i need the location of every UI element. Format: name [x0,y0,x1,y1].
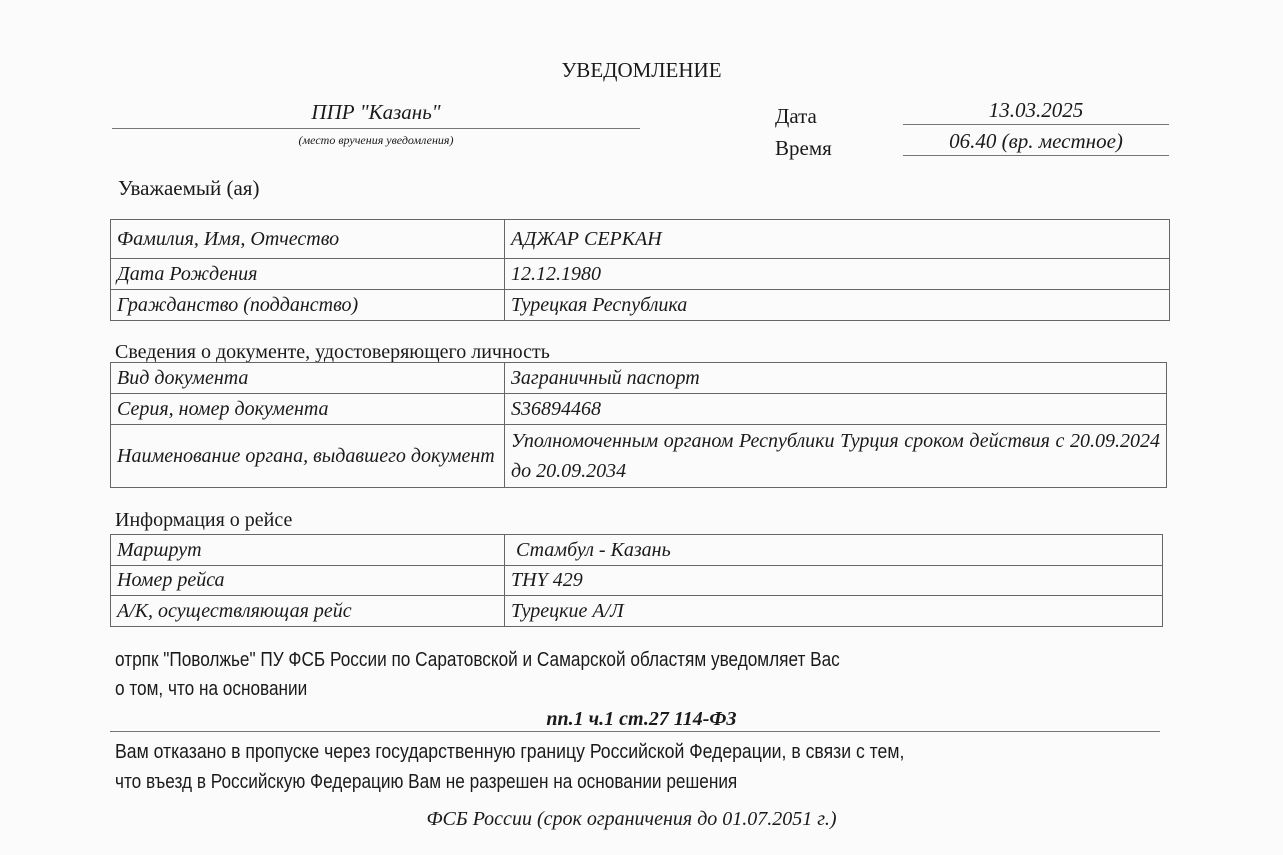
table-row [111,425,1167,488]
row-value: Уполномоченным органом Республики Турция сроком действия с 20.09.2024 до 20.09.2034 [505,425,1167,488]
row-label: Вид документа [111,363,505,394]
row-value: S36894468 [505,394,1167,425]
table-row [111,363,1167,394]
table-row [111,220,1170,259]
person-table [110,219,1170,321]
date-label: Дата [775,104,817,128]
row-value: THY 429 [505,566,1163,596]
row-label: Маршрут [111,535,505,566]
table-row [111,394,1167,425]
date-value: 13.03.2025 [988,98,1084,122]
body-line-2: о том, что на основании [115,678,308,700]
row-label: Фамилия, Имя, Отчество [111,220,505,259]
row-label: Серия, номер документа [111,394,505,425]
flight-heading: Информация о рейсе [115,509,293,531]
row-value: Турецкие А/Л [505,596,1163,627]
body-line-4: что въезд в Российскую Федерацию Вам не разрешен на основании решения [115,771,738,793]
greeting: Уважаемый (ая) [118,176,260,200]
row-label: Дата Рождения [111,259,505,290]
table-row [111,596,1163,627]
time-label: Время [775,136,832,160]
document-title: УВЕДОМЛЕНИЕ [561,58,722,82]
table-row [111,566,1163,596]
row-value: Турецкая Республика [505,290,1170,321]
document-heading: Сведения о документе, удостоверяющего личность [115,341,550,363]
document-table [110,362,1167,488]
place-value: ППР "Казань" [311,100,441,124]
table-row [111,535,1163,566]
row-value: Заграничный паспорт [505,363,1167,394]
row-label: Наименование органа, выдавшего документ [111,425,505,488]
body-line-3: Вам отказано в пропуске через государственную границу Российской Федерации, в связи с тем, [115,740,905,763]
table-row [111,290,1170,321]
legal-basis: пп.1 ч.1 ст.27 114-ФЗ [546,708,737,730]
row-label: А/К, осуществляющая рейс [111,596,505,627]
row-value: АДЖАР СЕРКАН [505,220,1170,259]
row-label: Гражданство (подданство) [111,290,505,321]
place-caption: (место вручения уведомления) [298,133,454,147]
row-value: 12.12.1980 [505,259,1170,290]
flight-table [110,534,1163,627]
row-label: Номер рейса [111,566,505,596]
table-row [111,259,1170,290]
decision-note: ФСБ России (срок ограничения до 01.07.2051 г.) [426,808,837,830]
body-line-1: отрпк "Поволжье" ПУ ФСБ России по Саратовской и Самарской областям уведомляет Вас [115,649,840,671]
time-value: 06.40 (вр. местное) [949,129,1123,153]
row-value: Стамбул - Казань [505,535,1163,566]
